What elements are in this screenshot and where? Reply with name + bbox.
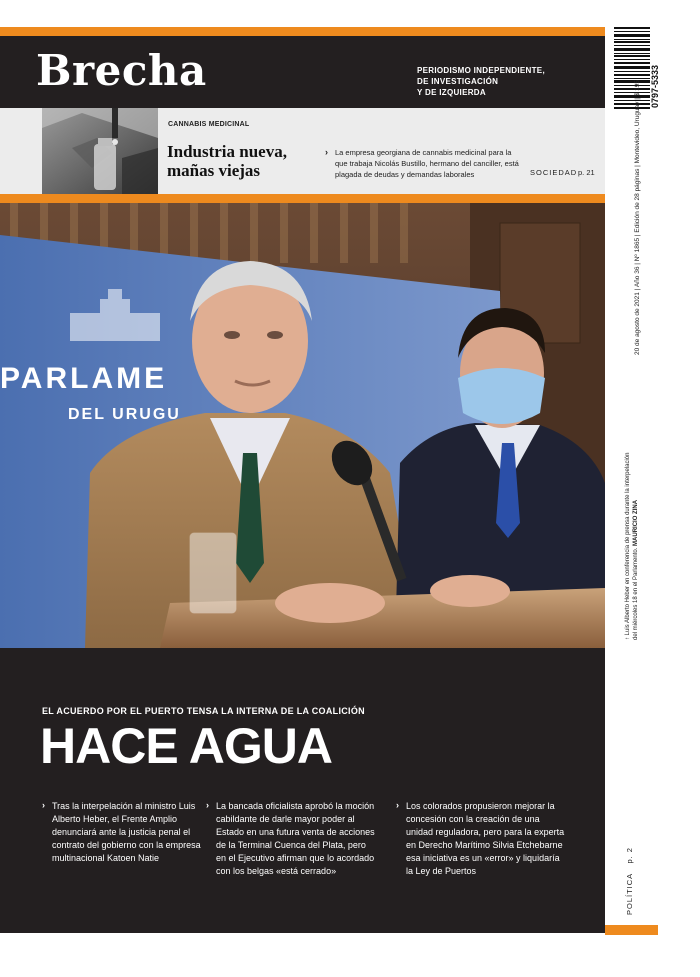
teaser-title-line: mañas viejas [167, 161, 261, 180]
bottom-orange-stripe [605, 925, 658, 935]
top-orange-stripe [0, 27, 605, 36]
main-photo [0, 203, 605, 648]
section-name: POLÍTICA [625, 872, 634, 915]
teaser-text: La empresa georgiana de cannabis medicinal para la que trabaja Nicolás Bustillo, hermano del canciller, está plagada de deudas y demandas laborales [335, 148, 519, 179]
caption-line-2 [632, 453, 640, 640]
banner-text-line1: PARLAME [0, 362, 168, 395]
barcode [614, 27, 650, 109]
chevron-right-icon: › [396, 800, 399, 810]
tagline-line: Y DE IZQUIERDA [417, 88, 486, 97]
issue-info: 20 de agosto de 2021 | Año 36 | Nº 1865 | Edición de 28 páginas | Montevideo, Uruguay | $ 195 [634, 80, 641, 355]
teaser-page-number: p. 21 [578, 168, 595, 177]
section-page: p. 2 [625, 847, 634, 864]
story-point-2: La bancada oficialista aprobó la moción cabildante de darle mayor poder al Estado en una futura venta de acciones de la Terminal Cuenca del Plata, pero en el Ejecutivo afirman que lo acordado con los belgas «está cerrado» [216, 801, 375, 876]
issn-number: 0797-5333 [650, 64, 660, 108]
photo-caption [624, 453, 640, 640]
chevron-right-icon: › [325, 147, 328, 157]
tagline-line: DE INVESTIGACIÓN [417, 77, 499, 86]
main-kicker: EL ACUERDO POR EL PUERTO TENSA LA INTERNA DE LA COALICIÓN [42, 706, 365, 716]
banner-text-line2: DEL URUGU [68, 406, 181, 423]
teaser-photo [42, 108, 158, 194]
side-section-label [625, 847, 634, 915]
photo-credit: MAURICIO ZINA [633, 499, 639, 546]
caption-line: ↑ Luis Alberto Heber en conferencia de prensa durante la interpelación [625, 452, 631, 640]
main-headline[interactable]: HACE AGUA [40, 718, 332, 774]
brecha-logo: Brecha [36, 46, 207, 95]
masthead-tagline [417, 65, 545, 98]
chevron-right-icon: › [42, 800, 45, 810]
teaser-title-line: Industria nueva, [167, 142, 287, 161]
teaser-title[interactable] [167, 142, 287, 180]
tagline-line: PERIODISMO INDEPENDIENTE, [417, 66, 545, 75]
teaser-kicker: CANNABIS MEDICINAL [168, 121, 250, 128]
story-point-1: Tras la interpelación al ministro Luis Alberto Heber, el Frente Amplio denunciará ante la justicia penal el contrato del gobierno con la empresa multinacional Katoen Natie [52, 801, 201, 863]
main-story-block [0, 648, 605, 933]
middle-orange-stripe [0, 194, 605, 203]
story-point-3: Los colorados propusieron mejorar la concesión con la creación de una unidad reguladora, pero para la experta en Derecho Marítimo Silvia Etchebarne esa iniciativa es un «error» y liquidaría la Ley de Puertos [406, 801, 565, 876]
chevron-right-icon: › [206, 800, 209, 810]
teaser-section: SOCIEDAD [530, 168, 578, 177]
caption-text: del miércoles 18 en el Parlamento. [633, 547, 639, 640]
